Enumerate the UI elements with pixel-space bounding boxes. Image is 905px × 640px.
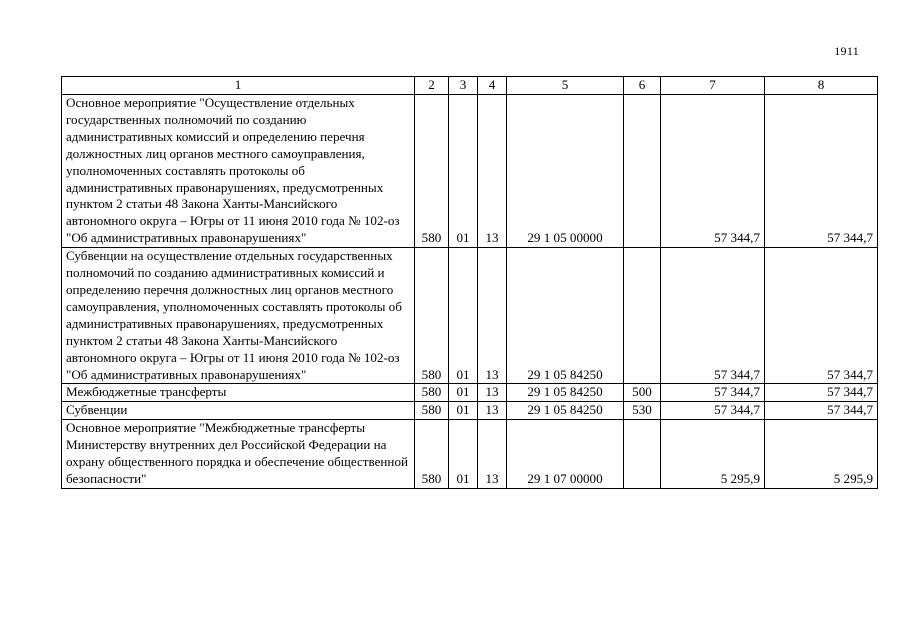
cell-amount-1: 57 344,7	[661, 384, 765, 402]
column-header-7: 7	[661, 77, 765, 95]
cell-target-article: 29 1 07 00000	[507, 420, 624, 489]
column-header-4: 4	[478, 77, 507, 95]
row-description: Субвенции	[62, 402, 415, 420]
cell-section: 01	[449, 95, 478, 248]
cell-target-article: 29 1 05 00000	[507, 95, 624, 248]
cell-amount-1: 5 295,9	[661, 420, 765, 489]
cell-grbs: 580	[415, 402, 449, 420]
cell-section: 01	[449, 248, 478, 384]
cell-amount-1: 57 344,7	[661, 402, 765, 420]
cell-amount-2: 57 344,7	[765, 384, 878, 402]
cell-subsection: 13	[478, 95, 507, 248]
cell-section: 01	[449, 420, 478, 489]
row-description: Основное мероприятие "Межбюджетные трансферты Министерству внутренних дел Российской Федерации на охрану общественного порядка и обеспечение общественной безопасности"	[62, 420, 415, 489]
cell-expense-type: 530	[624, 402, 661, 420]
column-header-8: 8	[765, 77, 878, 95]
row-description: Субвенции на осуществление отдельных государственных полномочий по созданию административных комиссий и определению перечня должностных лиц органов местного самоуправления, уполномоченных составлять протоколы об административных правонарушениях, предусмотренных пунктом 2 статьи 48 Закона Ханты-Мансийского автономного округа – Югры от 11 июня 2010 года № 102-оз "Об административных правонарушениях"	[62, 248, 415, 384]
cell-subsection: 13	[478, 420, 507, 489]
budget-table	[61, 76, 878, 489]
table-row	[62, 95, 878, 248]
cell-grbs: 580	[415, 95, 449, 248]
column-header-2: 2	[415, 77, 449, 95]
row-description: Межбюджетные трансферты	[62, 384, 415, 402]
cell-expense-type	[624, 95, 661, 248]
column-header-6: 6	[624, 77, 661, 95]
cell-target-article: 29 1 05 84250	[507, 248, 624, 384]
cell-amount-1: 57 344,7	[661, 95, 765, 248]
cell-amount-2: 57 344,7	[765, 95, 878, 248]
cell-expense-type: 500	[624, 384, 661, 402]
table-row	[62, 384, 878, 402]
cell-expense-type	[624, 420, 661, 489]
row-description: Основное мероприятие "Осуществление отдельных государственных полномочий по созданию административных комиссий и определению перечня должностных лиц органов местного самоуправления, уполномоченных составлять протоколы об административных правонарушениях, предусмотренных пунктом 2 статьи 48 Закона Ханты-Мансийского автономного округа – Югры от 11 июня 2010 года № 102-оз "Об административных правонарушениях"	[62, 95, 415, 248]
cell-grbs: 580	[415, 420, 449, 489]
cell-section: 01	[449, 402, 478, 420]
cell-target-article: 29 1 05 84250	[507, 402, 624, 420]
column-header-5: 5	[507, 77, 624, 95]
cell-subsection: 13	[478, 402, 507, 420]
cell-expense-type	[624, 248, 661, 384]
table-row	[62, 420, 878, 489]
header-row	[62, 77, 878, 95]
cell-subsection: 13	[478, 384, 507, 402]
cell-subsection: 13	[478, 248, 507, 384]
cell-amount-2: 57 344,7	[765, 248, 878, 384]
cell-target-article: 29 1 05 84250	[507, 384, 624, 402]
cell-section: 01	[449, 384, 478, 402]
cell-amount-2: 57 344,7	[765, 402, 878, 420]
column-header-1: 1	[62, 77, 415, 95]
page-number: 1911	[834, 44, 859, 58]
table-row	[62, 248, 878, 384]
column-header-3: 3	[449, 77, 478, 95]
cell-amount-1: 57 344,7	[661, 248, 765, 384]
table-row	[62, 402, 878, 420]
cell-amount-2: 5 295,9	[765, 420, 878, 489]
cell-grbs: 580	[415, 248, 449, 384]
cell-grbs: 580	[415, 384, 449, 402]
